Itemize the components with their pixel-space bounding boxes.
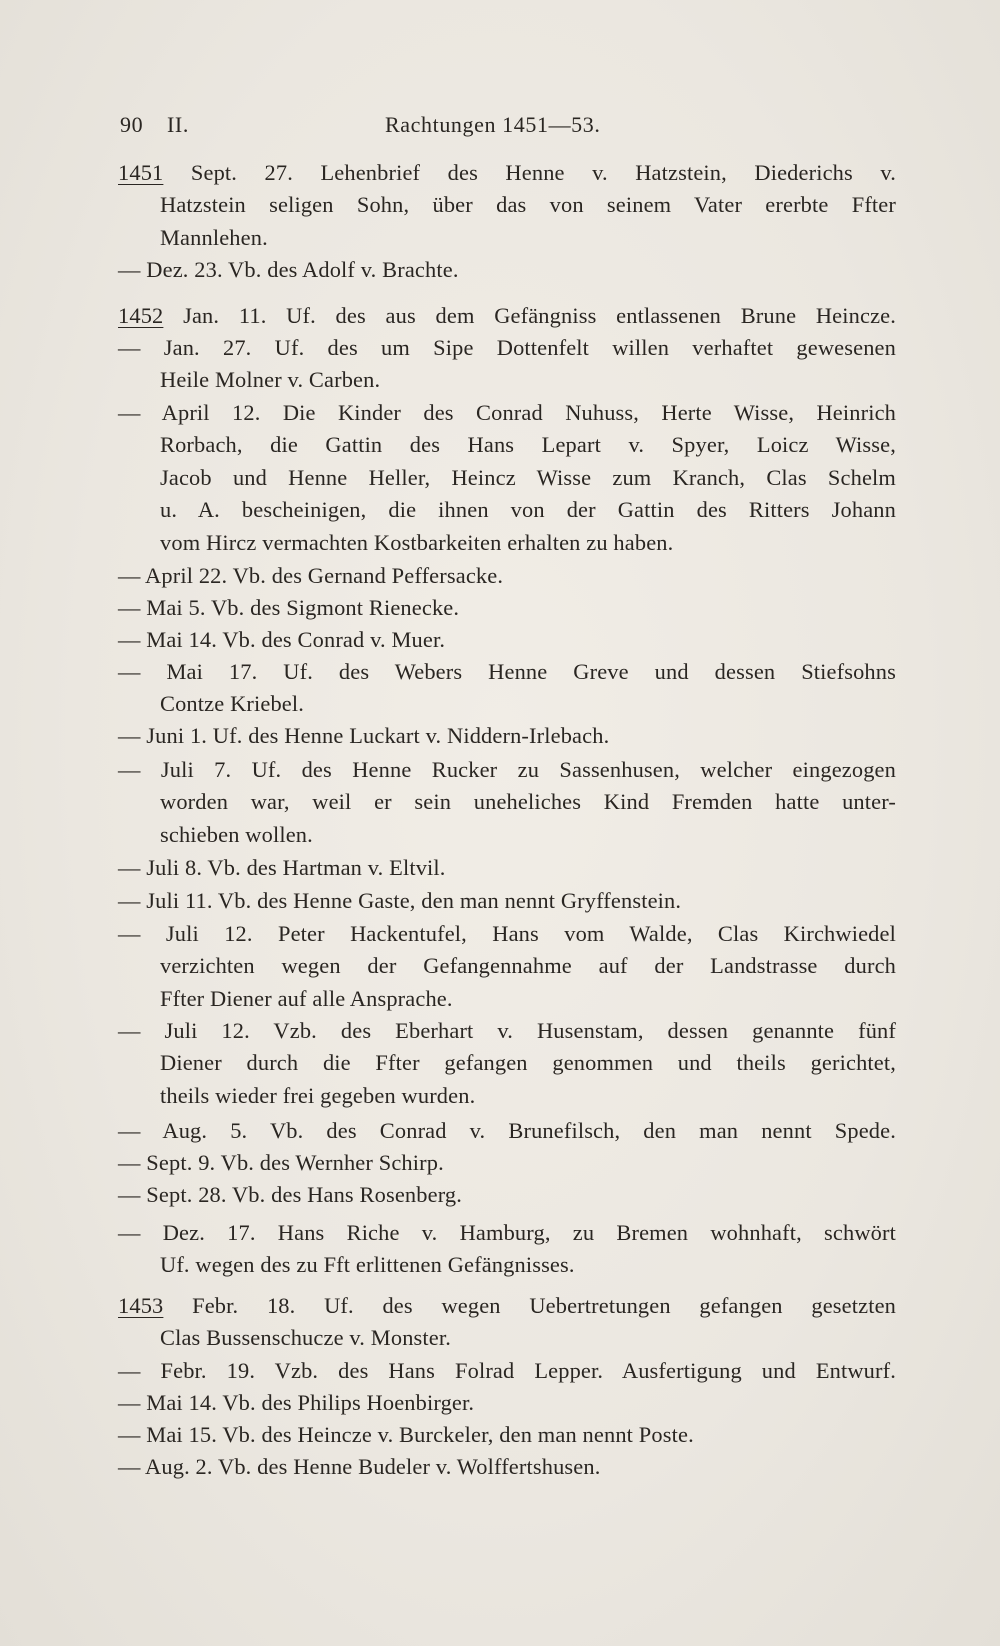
entry-line: Uf. wegen des zu Fft erlittenen Gefängnisses. <box>160 1252 575 1278</box>
entry-line: vom Hircz vermachten Kostbarkeiten erhalten zu haben. <box>160 529 674 555</box>
entry-line: 1453 Febr. 18. Uf. des wegen Uebertretungen gefangen gesetzten <box>118 1293 896 1318</box>
page-header <box>120 112 630 146</box>
entry-line: Heile Molner v. Carben. <box>160 367 381 393</box>
entry-line: — Juni 1. Uf. des Henne Luckart v. Niddern-Irlebach. <box>118 723 610 748</box>
entry-1453-mai-14 <box>118 1387 896 1419</box>
entry-line: — Mai 17. Uf. des Webers Henne Greve und dessen Stiefsohns <box>118 659 896 684</box>
year-marker: 1451 <box>118 160 164 185</box>
entry-line: — Juli 12. Peter Hackentufel, Hans vom Walde, Clas Kirchwiedel <box>118 921 896 946</box>
entry-line: Diener durch die Ffter gefangen genommen und theils gerichtet, <box>160 1050 896 1076</box>
entry-line: 1451 Sept. 27. Lehenbrief des Henne v. Hatzstein, Diederichs v. <box>118 160 896 185</box>
entry-1452-juli-11 <box>118 885 896 917</box>
entry-1452-mai-5 <box>118 592 896 624</box>
entry-1452-juni-1 <box>118 720 896 752</box>
entry-line: u. A. bescheinigen, die ihnen von der Gattin des Ritters Johann <box>160 497 896 523</box>
entry-line: Hatzstein seligen Sohn, über das von seinem Vater ererbte Ffter <box>160 192 896 218</box>
entry-line: theils wieder frei gegeben wurden. <box>160 1082 476 1108</box>
entry-line: — Sept. 9. Vb. des Wernher Schirp. <box>118 1150 444 1175</box>
entry-line: — Sept. 28. Vb. des Hans Rosenberg. <box>118 1182 462 1207</box>
entry-line: — Mai 15. Vb. des Heincze v. Burckeler, den man nennt Poste. <box>118 1422 694 1447</box>
entry-line: — Febr. 19. Vzb. des Hans Folrad Lepper. Ausfertigung und Entwurf. <box>118 1358 896 1383</box>
entry-line: — Mai 14. Vb. des Conrad v. Muer. <box>118 627 446 652</box>
entry-1452-juli-7 <box>118 754 896 851</box>
entry-line: Clas Bussenschucze v. Monster. <box>160 1325 451 1351</box>
entry-1452-juli-12-a <box>118 918 896 1015</box>
entry-1452-sept-9 <box>118 1147 896 1179</box>
entry-line: Ffter Diener auf alle Ansprache. <box>160 985 453 1011</box>
entry-line: Rorbach, die Gattin des Hans Lepart v. Spyer, Loicz Wisse, <box>160 432 896 458</box>
entry-1452-jan-11 <box>118 300 896 332</box>
entry-line: Contze Kriebel. <box>160 691 305 717</box>
entry-1453-mai-15 <box>118 1419 896 1451</box>
entry-1452-juli-8 <box>118 852 896 884</box>
entry-line: — Mai 5. Vb. des Sigmont Rienecke. <box>118 595 460 620</box>
entry-line: 1452 Jan. 11. Uf. des aus dem Gefängniss entlassenen Brune Heincze. <box>118 303 896 328</box>
entry-line: worden war, weil er sein uneheliches Kind Fremden hatte unter- <box>160 789 896 815</box>
entry-1451-sept-27 <box>118 157 896 254</box>
running-title: Rachtungen 1451—53. <box>385 112 601 137</box>
part-number: II. <box>167 112 189 137</box>
entry-1453-aug-2 <box>118 1451 896 1483</box>
entry-1452-juli-12-b <box>118 1015 896 1112</box>
entry-line: — Juli 8. Vb. des Hartman v. Eltvil. <box>118 855 446 880</box>
entry-1452-mai-14 <box>118 624 896 656</box>
entry-line: Jacob und Henne Heller, Heincz Wisse zum Kranch, Clas Schelm <box>160 464 896 490</box>
page-number: 90 <box>120 112 144 137</box>
entry-line: Mannlehen. <box>160 224 268 250</box>
entry-line: — Aug. 5. Vb. des Conrad v. Brunefilsch, den man nennt Spede. <box>118 1118 896 1143</box>
entry-1452-mai-17 <box>118 656 896 721</box>
entry-line: — Dez. 17. Hans Riche v. Hamburg, zu Bremen wohnhaft, schwört <box>118 1220 896 1245</box>
entry-1452-april-12 <box>118 397 896 559</box>
entry-line: — Dez. 23. Vb. des Adolf v. Brachte. <box>118 257 459 282</box>
entry-line: — Jan. 27. Uf. des um Sipe Dottenfelt willen verhaftet gewesenen <box>118 335 896 360</box>
entry-line: — April 12. Die Kinder des Conrad Nuhuss, Herte Wisse, Heinrich <box>118 400 896 425</box>
entry-line: schieben wollen. <box>160 821 313 847</box>
entry-line: — Mai 14. Vb. des Philips Hoenbirger. <box>118 1390 475 1415</box>
entry-line: verzichten wegen der Gefangennahme auf der Landstrasse durch <box>160 953 896 979</box>
entry-line: — Juli 12. Vzb. des Eberhart v. Husenstam, dessen genannte fünf <box>118 1018 896 1043</box>
entry-1452-april-22 <box>118 560 896 592</box>
entry-line: — April 22. Vb. des Gernand Peffersacke. <box>118 563 504 588</box>
entry-line: — Aug. 2. Vb. des Henne Budeler v. Wolffertshusen. <box>118 1454 601 1479</box>
entry-line: — Juli 11. Vb. des Henne Gaste, den man nennt Gryffenstein. <box>118 888 682 913</box>
entry-line: — Juli 7. Uf. des Henne Rucker zu Sassenhusen, welcher eingezogen <box>118 757 896 782</box>
entry-1452-aug-5 <box>118 1115 896 1147</box>
year-marker: 1453 <box>118 1293 164 1318</box>
entry-1452-dez-17 <box>118 1217 896 1282</box>
entry-1453-febr-19 <box>118 1355 896 1387</box>
entry-1451-dez-23 <box>118 254 896 286</box>
year-marker: 1452 <box>118 303 164 328</box>
entry-1452-sept-28 <box>118 1179 896 1211</box>
entry-1453-febr-18 <box>118 1290 896 1355</box>
entry-1452-jan-27 <box>118 332 896 397</box>
